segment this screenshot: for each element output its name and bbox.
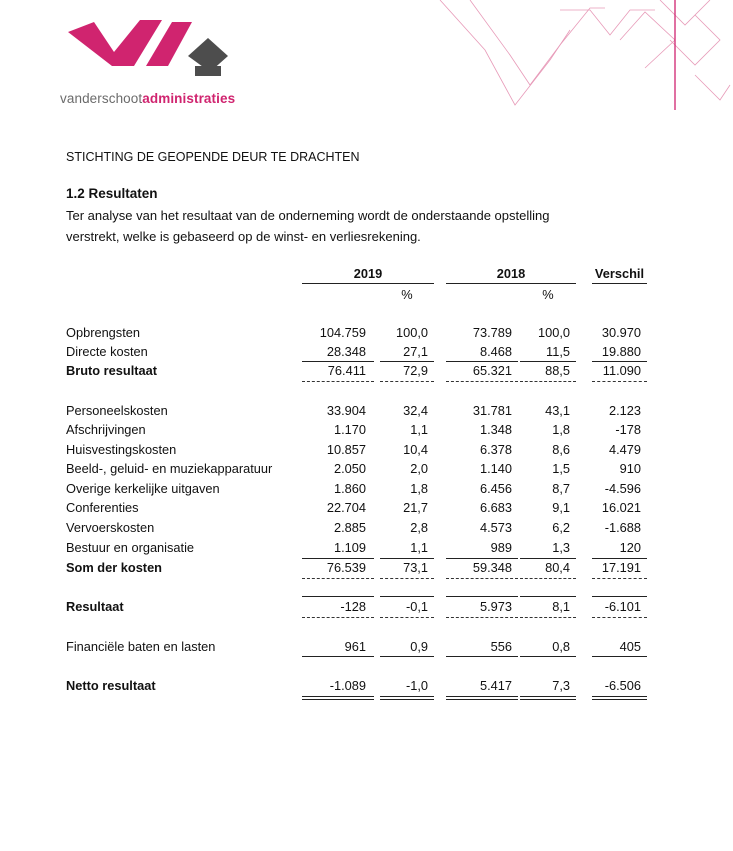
- row-value-diff: 11.090: [602, 363, 641, 378]
- row-value-p2019: 72,9: [403, 363, 428, 378]
- row-value-p2019: 10,4: [403, 442, 428, 457]
- row-label: Bestuur en organisatie: [66, 540, 195, 555]
- row-value-p2019: 27,1: [403, 344, 428, 359]
- row-value-diff: -6.101: [604, 599, 641, 614]
- row-value-p2018: 9,1: [552, 500, 570, 515]
- organization-name: STICHTING DE GEOPENDE DEUR TE DRACHTEN: [66, 150, 360, 164]
- row-value-p2019: 2,8: [410, 520, 428, 535]
- row-value-p2019: 1,8: [410, 481, 428, 496]
- row-value-v2018: 73.789: [472, 325, 512, 340]
- row-value-p2018: 7,3: [552, 678, 570, 693]
- row-value-p2018: 100,0: [537, 325, 570, 340]
- row-value-diff: 17.191: [601, 560, 641, 575]
- row-value-diff: 2.123: [608, 403, 641, 418]
- column-header-verschil: Verschil: [594, 266, 644, 281]
- row-value-p2019: 100,0: [395, 325, 428, 340]
- subtotal-line: [302, 596, 374, 597]
- dashed-line: [592, 381, 647, 382]
- intro-text: [66, 206, 626, 247]
- row-value-v2018: 5.417: [479, 678, 512, 693]
- subtotal-line: [592, 596, 647, 597]
- row-value-v2018: 8.468: [479, 344, 512, 359]
- total-line: [302, 656, 374, 657]
- column-header-2019: 2019: [353, 266, 383, 281]
- column-header-percent-2018: %: [542, 287, 554, 302]
- row-value-v2018: 65.321: [472, 363, 512, 378]
- row-label: Financiële baten en lasten: [66, 639, 216, 654]
- row-value-p2018: 88,5: [545, 363, 570, 378]
- row-value-v2019: 28.348: [326, 344, 366, 359]
- row-value-v2019: 76.539: [326, 560, 366, 575]
- dashed-line: [592, 578, 647, 579]
- row-value-p2018: 0,8: [552, 639, 570, 654]
- row-value-p2018: 11,5: [546, 344, 570, 359]
- dashed-line: [520, 617, 576, 618]
- row-value-diff: -6.506: [604, 678, 641, 693]
- dashed-line: [446, 617, 518, 618]
- row-label: Afschrijvingen: [66, 422, 146, 437]
- subtotal-line: [380, 361, 434, 362]
- row-value-p2019: 0,9: [410, 639, 428, 654]
- row-value-v2019: 33.904: [326, 403, 366, 418]
- subtotal-line: [520, 558, 576, 559]
- row-value-v2019: -1.089: [329, 678, 366, 693]
- intro-line: Ter analyse van het resultaat van de onderneming wordt de onderstaande opstelling: [66, 208, 550, 223]
- subtotal-line: [302, 558, 374, 559]
- subtotal-line: [520, 596, 576, 597]
- row-label: Overige kerkelijke uitgaven: [66, 481, 220, 496]
- total-line: [520, 656, 576, 657]
- decorative-outline-icon: [430, 0, 733, 115]
- row-value-diff: 19.880: [601, 344, 641, 359]
- dashed-line: [380, 617, 434, 618]
- row-value-diff: 16.021: [601, 500, 641, 515]
- row-value-v2019: 1.170: [333, 422, 366, 437]
- row-value-v2018: 6.683: [479, 500, 512, 515]
- row-value-p2019: -0,1: [405, 599, 428, 614]
- row-value-v2018: 556: [490, 639, 512, 654]
- row-label: Bruto resultaat: [66, 363, 158, 378]
- row-value-diff: -178: [615, 422, 641, 437]
- double-underline: [302, 696, 374, 700]
- row-value-v2019: 10.857: [326, 442, 366, 457]
- row-value-p2018: 80,4: [545, 560, 570, 575]
- total-line: [380, 656, 434, 657]
- subtotal-line: [302, 361, 374, 362]
- row-value-diff: -4.596: [604, 481, 641, 496]
- row-value-p2019: -1,0: [405, 678, 428, 693]
- row-value-v2018: 59.348: [472, 560, 512, 575]
- row-value-v2019: 104.759: [319, 325, 366, 340]
- subtotal-line: [592, 558, 647, 559]
- intro-line: verstrekt, welke is gebaseerd op de winst- en verliesrekening.: [66, 228, 421, 244]
- row-value-p2019: 1,1: [410, 422, 428, 437]
- subtotal-line: [380, 596, 434, 597]
- row-value-v2018: 6.456: [479, 481, 512, 496]
- row-value-v2018: 989: [490, 540, 512, 555]
- row-value-v2019: 1.860: [333, 481, 366, 496]
- row-value-p2018: 1,8: [552, 422, 570, 437]
- column-header-percent-2019: %: [401, 287, 413, 302]
- row-value-diff: 120: [619, 540, 641, 555]
- double-underline: [446, 696, 518, 700]
- row-value-p2019: 73,1: [403, 560, 428, 575]
- row-value-v2018: 1.348: [479, 422, 512, 437]
- row-value-v2018: 1.140: [479, 461, 512, 476]
- row-value-v2019: 1.109: [333, 540, 366, 555]
- dashed-line: [380, 381, 434, 382]
- row-value-v2019: 2.885: [333, 520, 366, 535]
- row-value-v2019: 76.411: [327, 363, 366, 378]
- subtotal-line: [446, 361, 518, 362]
- row-label: Netto resultaat: [66, 678, 156, 693]
- double-underline: [380, 696, 434, 700]
- dashed-line: [302, 381, 374, 382]
- row-label: Opbrengsten: [66, 325, 140, 340]
- subtotal-line: [520, 361, 576, 362]
- row-value-v2019: 2.050: [333, 461, 366, 476]
- brand-name: [60, 91, 235, 106]
- row-value-p2018: 6,2: [552, 520, 570, 535]
- row-value-p2018: 1,3: [552, 540, 570, 555]
- total-line: [592, 656, 647, 657]
- brand-name-part1: vanderschoot: [60, 91, 143, 106]
- section-title: 1.2 Resultaten: [66, 186, 158, 201]
- column-header-2018: 2018: [496, 266, 526, 281]
- row-value-v2019: 961: [344, 639, 366, 654]
- dashed-line: [446, 381, 518, 382]
- dashed-line: [302, 578, 374, 579]
- row-label: Personeelskosten: [66, 403, 168, 418]
- row-label: Conferenties: [66, 500, 139, 515]
- row-value-p2018: 8,6: [552, 442, 570, 457]
- row-value-p2018: 1,5: [552, 461, 570, 476]
- subtotal-line: [380, 558, 434, 559]
- dashed-line: [520, 381, 576, 382]
- row-value-p2018: 8,1: [552, 599, 570, 614]
- row-value-p2018: 8,7: [552, 481, 570, 496]
- row-value-diff: 405: [619, 639, 641, 654]
- header-underline: [446, 283, 576, 284]
- row-value-diff: -1.688: [604, 520, 641, 535]
- row-value-diff: 4.479: [608, 442, 641, 457]
- subtotal-line: [446, 596, 518, 597]
- row-value-v2018: 31.781: [472, 403, 512, 418]
- dashed-line: [446, 578, 518, 579]
- row-value-v2019: -128: [340, 599, 366, 614]
- row-value-p2018: 43,1: [545, 403, 570, 418]
- brand-name-part2: administraties: [142, 91, 236, 106]
- double-underline: [592, 696, 647, 700]
- subtotal-line: [592, 361, 647, 362]
- row-label: Directe kosten: [66, 344, 148, 359]
- row-label: Som der kosten: [66, 560, 163, 575]
- total-line: [446, 656, 518, 657]
- header-underline: [592, 283, 647, 284]
- row-label: Huisvestingskosten: [66, 442, 177, 457]
- row-value-p2019: 2,0: [410, 461, 428, 476]
- row-label: Resultaat: [66, 599, 124, 614]
- row-value-v2018: 4.573: [479, 520, 512, 535]
- row-value-v2019: 22.704: [326, 500, 366, 515]
- row-value-v2018: 5.973: [479, 599, 512, 614]
- row-value-v2018: 6.378: [479, 442, 512, 457]
- row-value-diff: 30.970: [601, 325, 641, 340]
- row-value-p2019: 1,1: [410, 540, 428, 555]
- row-value-p2019: 21,7: [403, 500, 428, 515]
- dashed-line: [380, 578, 434, 579]
- dashed-line: [302, 617, 374, 618]
- subtotal-line: [446, 558, 518, 559]
- row-label: Beeld-, geluid- en muziekapparatuur: [66, 461, 273, 476]
- dashed-line: [592, 617, 647, 618]
- row-value-p2019: 32,4: [403, 403, 428, 418]
- row-value-diff: 910: [619, 461, 641, 476]
- double-underline: [520, 696, 576, 700]
- dashed-line: [520, 578, 576, 579]
- row-label: Vervoerskosten: [66, 520, 155, 535]
- header-underline: [302, 283, 434, 284]
